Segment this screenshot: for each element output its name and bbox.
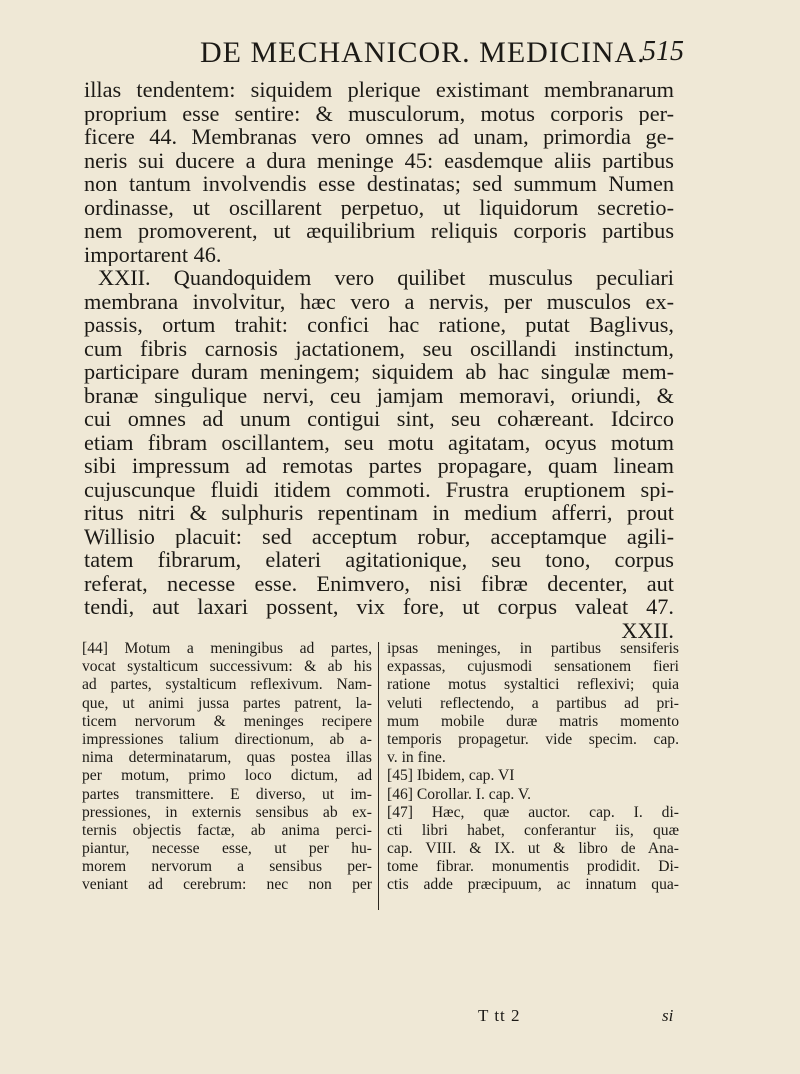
footnote-line: ctis adde præcipuum, ac innatum qua-	[387, 876, 679, 894]
text-line: non tantum involvendis esse destinatas; sed summum Numen	[84, 172, 674, 196]
footnote-line: veluti reflectendo, a partibus ad pri-	[387, 694, 679, 712]
footnote-line: partes transmittere. E diverso, ut im-	[82, 785, 372, 803]
text-line: passis, ortum trahit: confici hac ratione, putat Baglivus,	[84, 313, 674, 337]
text-line: etiam fibram oscillantem, seu motu agitatam, ocyus motum	[84, 430, 674, 454]
footnote-line: morem nervorum a sensibus per-	[82, 858, 372, 876]
footnote-column-right	[387, 640, 679, 895]
column-divider	[378, 642, 379, 910]
footnote-line: per motum, primo loco dictum, ad	[82, 767, 372, 785]
footnote-line: [45] Ibidem, cap. VI	[387, 767, 515, 785]
catch-line: XXII.	[621, 618, 674, 642]
footnote-line: ratione motus systaltici reflexivi; quia	[387, 676, 679, 694]
footnote-line: ticem nervorum & meninges recipere	[82, 712, 372, 730]
footnote-line: [44] Motum a meningibus ad partes,	[82, 640, 372, 657]
footnote-line: temporis propagetur. vide specim. cap.	[387, 730, 679, 748]
footnote-line: [46] Corollar. I. cap. V.	[387, 785, 532, 803]
footnote-line: cap. VIII. & IX. ut & libro de Ana-	[387, 840, 679, 858]
footnote-line: mum mobile duræ matris momento	[387, 712, 679, 730]
footnote-line: piantur, necesse esse, ut per hu-	[82, 840, 372, 858]
text-line: ordinasse, ut oscillarent perpetuo, ut liquidorum secretio-	[84, 195, 674, 219]
footnote-line: ad partes, systalticum reflexivum. Nam-	[82, 676, 372, 694]
footnote-line: veniant ad cerebrum: nec non per	[82, 876, 372, 894]
page-header	[0, 36, 800, 76]
footnote-line: cti libri habet, conferantur iis, quæ	[387, 821, 679, 839]
footnote-line: ipsas meninges, in partibus sensiferis	[387, 640, 679, 657]
text-line: membrana involvitur, hæc vero a nervis, per musculos ex-	[84, 289, 674, 313]
text-line: cui omnes ad unum contigui sint, seu cohæreant. Idcirco	[84, 407, 674, 431]
text-line: referat, necesse esse. Enimvero, nisi fibræ decenter, aut	[84, 571, 674, 595]
text-line: cum fibris carnosis jactationem, seu oscillandi instinctum,	[84, 336, 674, 360]
text-line: neris sui ducere a dura meninge 45: easdemque aliis partibus	[84, 148, 674, 172]
text-line: ficere 44. Membranas vero omnes ad unam, primordia ge-	[84, 125, 674, 149]
text-line: sibi impressum ad remotas partes propagare, quam lineam	[84, 454, 674, 478]
footnote-line: impressiones talium directionum, ab a-	[82, 730, 372, 748]
text-line: importarent 46.	[84, 242, 222, 266]
text-line: Willisio placuit: sed acceptum robur, acceptamque agili-	[84, 524, 674, 548]
footnote-line: tome fibrar. monumentis prodidit. Di-	[387, 858, 679, 876]
text-line: tendi, aut laxari possent, vix fore, ut corpus valeat 47.	[84, 595, 674, 619]
footnote-line: pressiones, in externis sensibus ab ex-	[82, 803, 372, 821]
footnote-column-left	[82, 640, 372, 895]
text-line: proprium esse sentire: & musculorum, motus corporis per-	[84, 101, 674, 125]
text-line: nem promoverent, ut æquilibrium reliquis corporis partibus	[84, 219, 674, 243]
footnote-line: v. in fine.	[387, 749, 446, 767]
footnote-line: nima determinatarum, quas postea illas	[82, 749, 372, 767]
page-number: 515	[642, 36, 684, 67]
footnote-line: que, ut animi jussa partes patrent, la-	[82, 694, 372, 712]
section-heading-line: XXII. Quandoquidem vero quilibet musculus peculiari	[98, 266, 674, 290]
main-text	[84, 78, 674, 642]
text-line: ritus nitri & sulphuris repentinam in medium afferri, prout	[84, 501, 674, 525]
footnote-line: ternis objectis factæ, ab anima perci-	[82, 821, 372, 839]
text-line: tatem fibrarum, elateri agitationique, seu tono, corpus	[84, 548, 674, 572]
text-line: cujuscunque fluidi itidem commoti. Frustra eruptionem spi-	[84, 477, 674, 501]
signature-mark: T tt 2	[478, 1006, 521, 1025]
footnote-line: expassas, cujusmodi sensationem fieri	[387, 658, 679, 676]
catchword: si	[662, 1006, 674, 1025]
footnote-line: vocat systalticum successivum: & ab his	[82, 658, 372, 676]
text-line: illas tendentem: siquidem plerique existimant membranarum	[84, 78, 674, 102]
text-line: branæ singulique nervi, ceu jamjam memoravi, oriundi, &	[84, 383, 674, 407]
footnote-line: [47] Hæc, quæ auctor. cap. I. di-	[387, 803, 679, 821]
text-line: participare duram meningem; siquidem ab hac singulæ mem-	[84, 360, 674, 384]
running-title: DE MECHANICOR. MEDICINA.	[200, 36, 646, 69]
